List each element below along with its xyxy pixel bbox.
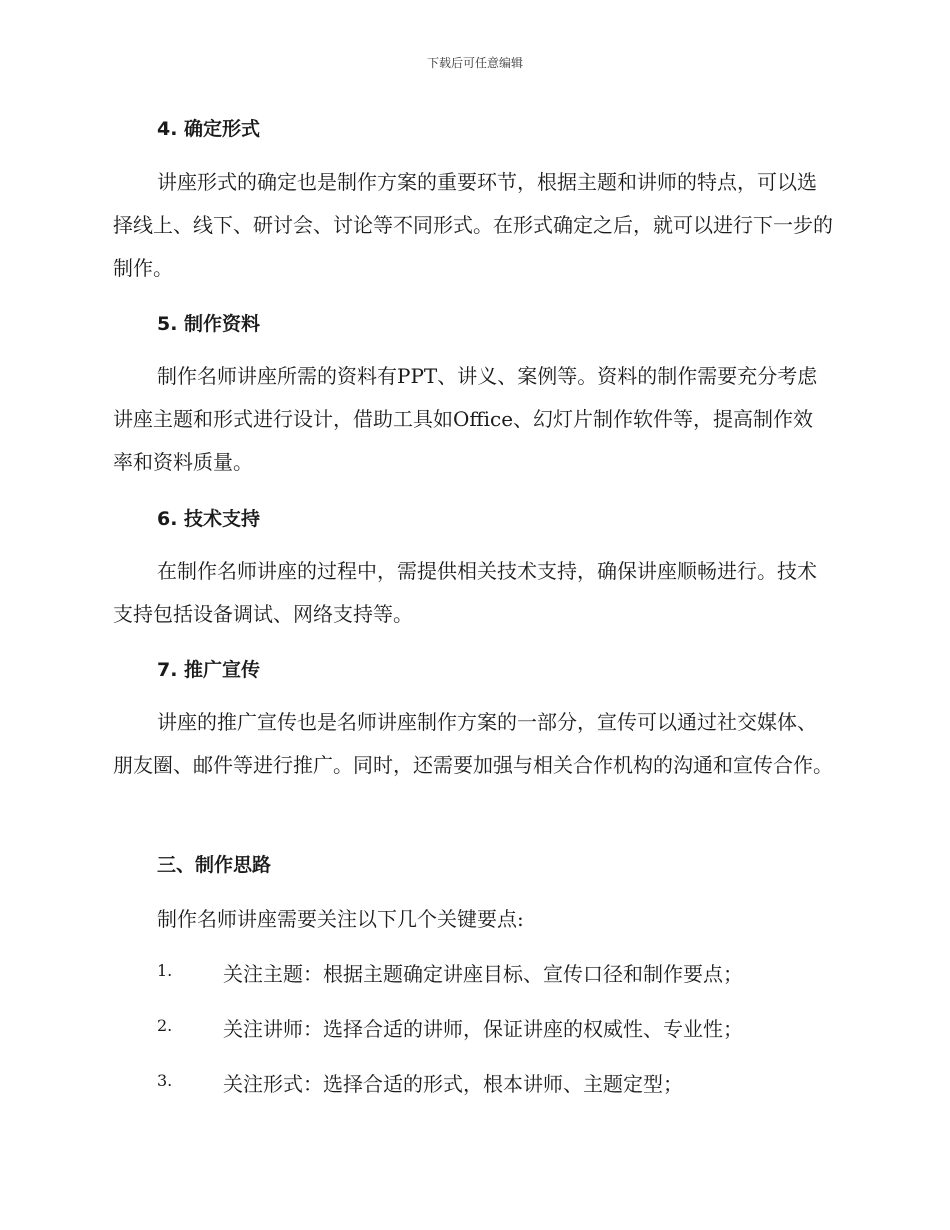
list-item-text: 关注讲师：选择合适的讲师，保证讲座的权威性、专业性； [223,1017,743,1041]
paragraph-5: 制作名师讲座所需的资料有PPT、讲义、案例等。资料的制作需要充分考虑讲座主题和形式进行设计，借助工具如Office、幻灯片制作软件等，提高制作效率和资料质量。 [113,364,818,474]
page-header: 下载后可任意编辑 [426,56,523,70]
list-item-number: 1. [157,961,173,980]
section-heading-5: 5. 制作资料 [157,313,261,335]
paragraph-6: 在制作名师讲座的过程中，需提供相关技术支持，确保讲座顺畅进行。技术支持包括设备调试、网络支持等。 [113,559,817,626]
paragraph-4: 讲座形式的确定也是制作方案的重要环节，根据主题和讲师的特点，可以选择线上、线下、研讨会、讨论等不同形式。在形式确定之后，就可以进行下一步的制作。 [113,170,833,280]
section-intro: 制作名师讲座需要关注以下几个关键要点: [157,907,524,931]
section-heading-6: 6. 技术支持 [157,508,261,530]
list-item-number: 2. [157,1016,173,1035]
paragraph-7: 讲座的推广宣传也是名师讲座制作方案的一部分，宣传可以通过社交媒体、朋友圈、邮件等进行推广。同时，还需要加强与相关合作机构的沟通和宣传合作。 [113,710,833,777]
list-item-text: 关注形式：选择合适的形式，根本讲师、主题定型； [223,1072,683,1096]
list-item-text: 关注主题：根据主题确定讲座目标、宣传口径和制作要点； [223,962,743,986]
section-heading-7: 7. 推广宣传 [157,659,261,681]
section-heading-three: 三、制作思路 [157,854,272,876]
section-heading-4: 4. 确定形式 [157,118,261,140]
list-item-number: 3. [157,1071,173,1090]
